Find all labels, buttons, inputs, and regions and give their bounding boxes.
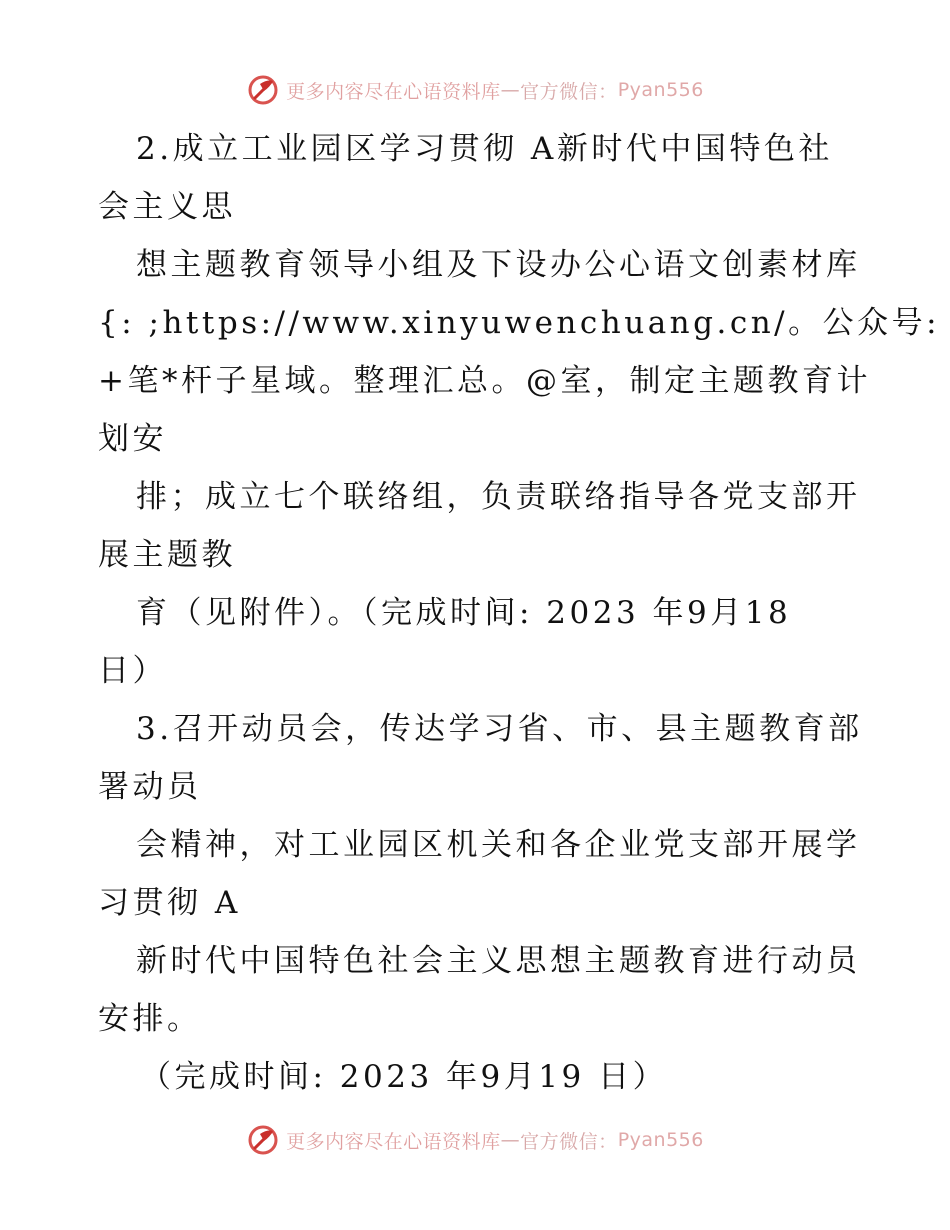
watermark-brand: 更多内容尽在心语资料库	[286, 1130, 501, 1153]
paragraph-line: {: ;https://www.xinyuwenchuang.cn/。公众号:	[98, 305, 941, 341]
paragraph-line: 新时代中国特色社会主义思想主题教育进行动员	[136, 943, 861, 979]
footer-watermark	[0, 1122, 950, 1158]
paragraph-line: （完成时间: 2023 年9月19 日）	[140, 1059, 668, 1095]
paragraph-line: 2.成立工业园区学习贯彻 A新时代中国特色社	[136, 131, 833, 167]
paragraph-line: 3.召开动员会，传达学习省、市、县主题教育部	[136, 711, 863, 747]
paragraph-line: 展主题教	[98, 537, 236, 573]
watermark-separator: —	[500, 1129, 521, 1151]
quill-logo-icon	[246, 73, 280, 107]
paragraph-line: 育（见附件）。（完成时间: 2023 年9月18	[136, 595, 792, 631]
watermark-brand: 更多内容尽在心语资料库	[286, 80, 501, 103]
paragraph-line: 日）	[98, 653, 167, 689]
watermark-label: 官方微信：	[520, 1130, 618, 1153]
header-watermark	[0, 72, 950, 108]
paragraph-line: +笔*杆子星域。整理汇总。@室，制定主题教育计	[98, 363, 871, 399]
paragraph-line: 排；成立七个联络组，负责联络指导各党支部开	[136, 479, 861, 515]
paragraph-line: 划安	[98, 421, 167, 457]
watermark-label: 官方微信：	[520, 80, 618, 103]
paragraph-line: 会精神，对工业园区机关和各企业党支部开展学	[136, 827, 861, 863]
paragraph-line: 安排。	[98, 1001, 202, 1037]
paragraph-line: 署动员	[98, 769, 202, 805]
paragraph-line: 会主义思	[98, 189, 236, 225]
document-body	[98, 120, 941, 1106]
quill-logo-icon	[246, 1123, 280, 1157]
paragraph-line: 习贯彻 A	[98, 885, 241, 921]
watermark-wechat-id: Pyan556	[617, 79, 704, 101]
watermark-wechat-id: Pyan556	[617, 1129, 704, 1151]
paragraph-line: 想主题教育领导小组及下设办公心语文创素材库	[136, 247, 861, 283]
watermark-separator: —	[500, 79, 521, 101]
